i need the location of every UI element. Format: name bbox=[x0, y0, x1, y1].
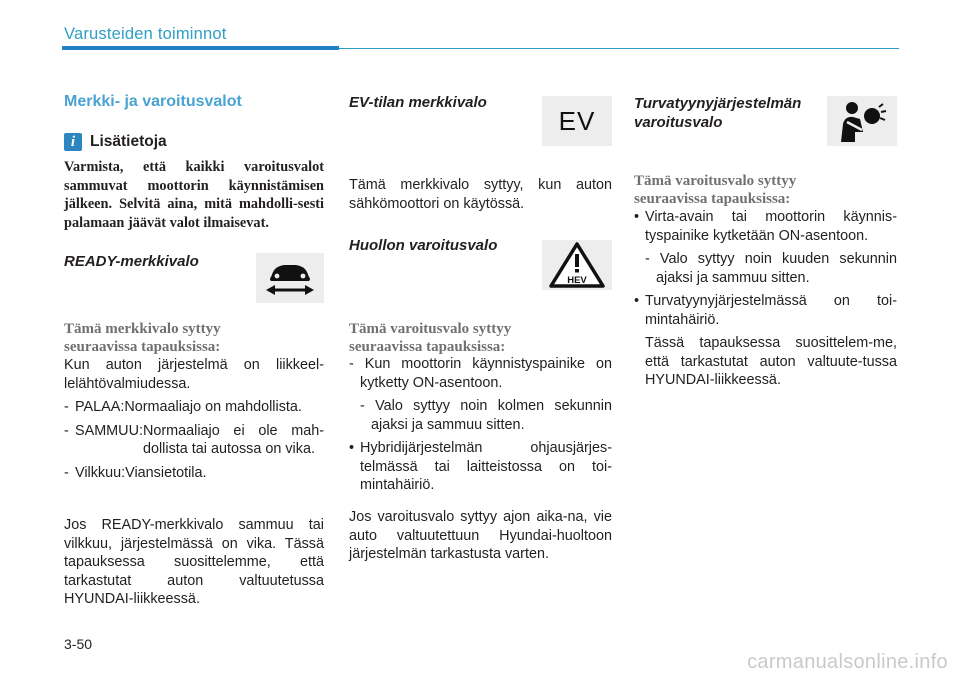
ev-text: Tämä merkkivalo syttyy, kun auton sähkömoottori on käytössä. bbox=[349, 177, 612, 212]
info-header bbox=[64, 133, 167, 151]
service-body bbox=[349, 355, 612, 495]
page-number: 3-50 bbox=[64, 636, 93, 652]
ready-body bbox=[64, 356, 324, 482]
ev-icon: EV bbox=[542, 96, 612, 146]
svg-text:HEV: HEV bbox=[567, 275, 587, 286]
list-item: • Hybridijärjestelmän ohjausjärjes-telmässä tai laitteistossa on toi-mintahäiriö. bbox=[349, 440, 612, 493]
ev-title: EV-tilan merkkivalo bbox=[349, 94, 487, 111]
airbag-subheading: Tämä varoitusvalo syttyy seuraavissa tapauksissa: bbox=[634, 173, 797, 207]
service-subheading: Tämä varoitusvalo syttyy seuraavissa tapauksissa: bbox=[349, 321, 512, 355]
ready-note: Jos READY-merkkivalo sammuu tai vilkkuu, järjestelmässä on vika. Tässä tapauksessa suosittelemme, että tarkastutat auton valtuutetussa HYUNDAI-liikkeessä. bbox=[64, 517, 324, 607]
info-icon: i bbox=[64, 133, 82, 151]
airbag-person-icon bbox=[827, 96, 897, 146]
ready-subheading: Tämä merkkivalo syttyy seuraavissa tapauksissa: bbox=[64, 321, 221, 355]
ready-title: READY-merkkivalo bbox=[64, 253, 199, 270]
watermark: carmanualsonline.info bbox=[747, 651, 948, 673]
car-arrow-icon bbox=[256, 253, 324, 303]
section-title: Merkki- ja varoitusvalot bbox=[64, 93, 242, 110]
header-title: Varusteiden toiminnot bbox=[64, 25, 227, 43]
service-title: Huollon varoitusvalo bbox=[349, 237, 498, 254]
info-label: Lisätietoja bbox=[90, 133, 167, 150]
info-text: Varmista, että kaikki varoitusvalot sammuvat moottorin käynnistämisen jälkeen. Selvitä aina, mitä mahdolli-sesti palamaan jäävät valot ilmaisevat. bbox=[64, 159, 324, 231]
list-item: • Virta-avain tai moottorin käynnis-tyspainike kytketään ON-asentoon. bbox=[634, 209, 897, 244]
list-item: - SAMMUU: Normaaliajo ei ole mah-dollista tai autossa on vika. bbox=[64, 422, 324, 457]
list-item: - Valo syttyy noin kuuden sekunnin ajaksi ja sammuu sitten. bbox=[645, 251, 897, 286]
list-item: - Kun moottorin käynnistyspainike on kytketty ON-asentoon. bbox=[349, 356, 612, 391]
list-item-continuation: Tässä tapauksessa suosittelem-me, että tarkastutat auton valtuute-tussa HYUNDAI-liikkeessä. bbox=[645, 335, 897, 388]
service-note: Jos varoitusvalo syttyy ajon aika-na, vie auto valtuutettuun Hyundai-huoltoon järjestelmän tarkastusta varten. bbox=[349, 509, 612, 562]
airbag-body bbox=[634, 208, 897, 390]
list-item: - PALAA: Normaaliajo on mahdollista. bbox=[64, 399, 302, 415]
list-item: • Turvatyynyjärjestelmässä on toi-mintahäiriö. bbox=[634, 293, 897, 328]
airbag-title: Turvatyynyjärjestelmän varoitusvalo bbox=[634, 95, 802, 131]
ready-intro: Kun auton järjestelmä on liikkeel-lelähtövalmiudessa. bbox=[64, 357, 324, 392]
list-item: - Valo syttyy noin kolmen sekunnin ajaksi ja sammuu sitten. bbox=[360, 398, 612, 433]
list-item: - Vilkkuu: Viansietotila. bbox=[64, 464, 207, 481]
header-rule-thin bbox=[339, 48, 899, 49]
header-rule-accent bbox=[62, 46, 339, 50]
hev-warning-icon bbox=[542, 240, 612, 290]
